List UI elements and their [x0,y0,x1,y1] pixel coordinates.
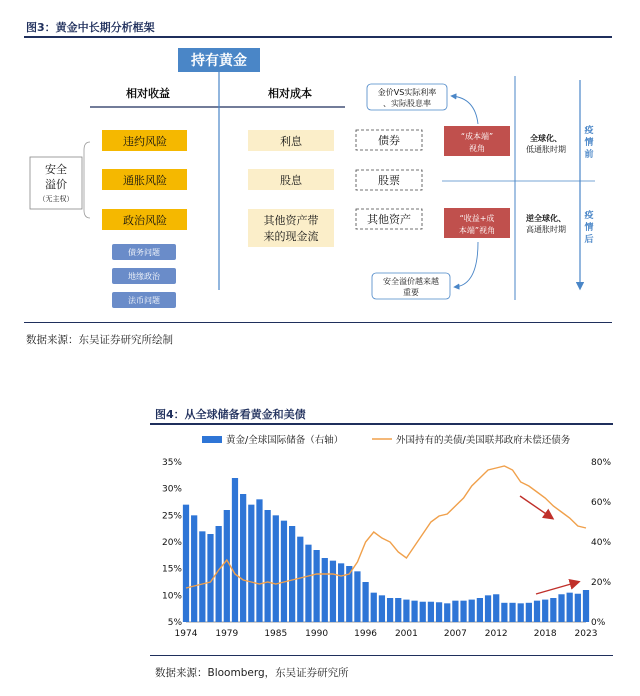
figure3-bottom-rule [24,322,612,323]
y-right-tick: 20% [591,578,612,588]
bar-2003 [420,602,426,622]
bar-1992 [330,561,336,622]
era2-line2: 高通胀时期 [526,225,566,234]
bar-2019 [550,598,556,622]
perspective-both-line2: 本端”视角 [458,226,496,235]
x-tick: 2001 [394,629,418,639]
asset-other-label: 其他资产 [367,213,411,226]
bar-2006 [444,603,450,622]
col-left-label: 相对收益 [126,87,170,100]
era2-line1: 逆全球化、 [526,214,566,223]
cost-interest-label: 利息 [280,135,302,148]
y-right-tick: 60% [591,498,612,508]
bar-1982 [248,505,254,622]
callout-bottom-line1: 安全溢价越来越 [383,277,439,286]
figure4-bottom-rule [150,655,613,656]
risk-political-label: 政治风险 [123,214,167,227]
bar-1986 [281,521,287,622]
y-left-tick: 25% [161,511,182,522]
pre-char2: 情 [584,138,594,148]
safe-premium-line1: 安全 [45,163,67,176]
bar-2015 [518,603,524,622]
bar-1997 [371,593,377,622]
bar-1998 [379,595,385,622]
bar-2000 [395,598,401,622]
callout-bottom-line2: 重要 [403,288,419,297]
bar-1993 [338,563,344,622]
callout-top-line1: 金价VS实际利率 [377,88,437,97]
post-char2: 情 [584,223,594,233]
main-box-label: 持有黄金 [191,53,247,69]
bar-2022 [575,594,581,622]
bar-1981 [240,494,246,622]
bar-2010 [477,598,483,622]
perspective-cost-line2: 视角 [469,144,485,153]
framework-diagram [0,0,640,330]
legend-bar-swatch [202,436,222,443]
post-char3: 后 [584,235,594,245]
x-tick: 2023 [574,629,598,639]
risk-inflation-label: 通胀风险 [123,174,167,187]
bar-2013 [501,603,507,622]
bar-1980 [232,478,238,622]
bar-2012 [493,594,499,622]
bar-2005 [436,602,442,622]
perspective-both-line1: “收益+成 [459,214,495,223]
bar-2021 [567,593,573,622]
bar-1975 [191,515,197,622]
bar-1995 [354,571,360,622]
y-right-tick: 80% [591,458,612,468]
era1-line2: 低通胀时期 [526,145,566,154]
legend-bar-label: 黄金/全球国际储备（右轴） [226,435,344,446]
era1-line1: 全球化、 [530,134,562,143]
y-left-tick: 15% [161,564,182,575]
pre-char3: 前 [584,150,594,160]
sub-fiat-label: 法币问题 [128,296,160,305]
cost-other-line1: 其他资产带 [263,214,319,227]
bar-1985 [273,515,279,622]
x-tick: 1985 [264,629,288,639]
x-tick: 1990 [305,629,329,639]
bar-2009 [469,600,475,622]
bar-2018 [542,600,548,622]
cost-dividend-label: 股息 [280,174,302,187]
figure4-title: 图4：从全球储备看黄金和美债 [155,408,306,421]
bar-1987 [289,526,295,622]
y-left-tick: 30% [161,484,182,495]
bar-1974 [183,505,189,622]
bar-1999 [387,598,393,622]
bar-1983 [256,499,262,622]
y-right-tick: 0% [591,618,606,628]
sub-debt-label: 债务问题 [128,248,160,257]
bar-1990 [313,550,319,622]
bar-2011 [485,595,491,622]
safe-premium-bracket [84,142,90,218]
pre-char1: 疫 [584,126,594,136]
safe-premium-line2: 溢价 [45,178,67,191]
sub-geopolitics-label: 地缘政治 [128,272,160,281]
col-right-label: 相对成本 [268,87,312,100]
asset-bonds-label: 债券 [378,134,400,147]
bar-2008 [460,601,466,622]
figure3-source: 数据来源：东吴证券研究所绘制 [26,334,173,346]
figure3-title: 图3：黄金中长期分析框架 [26,21,155,34]
safe-premium-note: （无主权） [38,195,74,203]
callout-top-line2: 、实际股息率 [383,99,431,108]
trend-arrow-up [536,582,578,594]
figure4-top-rule [150,423,613,425]
y-right-tick: 40% [591,538,612,548]
bar-1979 [224,510,230,622]
bar-2016 [526,603,532,622]
bar-1996 [362,582,368,622]
asset-stocks-label: 股票 [378,174,400,187]
risk-default-label: 违约风险 [123,135,167,148]
x-tick: 2012 [484,629,508,639]
x-tick: 2007 [443,629,467,639]
figure4-source: 数据来源：Bloomberg，东吴证券研究所 [155,667,349,679]
bar-2017 [534,601,540,622]
bar-1991 [322,558,328,622]
y-left-tick: 20% [161,538,182,548]
legend-line-label: 外国持有的美债/美国联邦政府未偿还债务 [396,435,571,446]
bar-1988 [297,537,303,622]
callout-top-arrow [452,96,478,124]
bar-1984 [265,510,271,622]
perspective-cost-line1: “成本端” [460,132,494,141]
y-left-tick: 35% [161,458,182,468]
bar-2001 [403,600,409,622]
x-tick: 1974 [174,629,198,639]
post-char1: 疫 [584,211,594,221]
gold-treasury-chart [150,426,614,654]
bar-2002 [411,601,417,622]
bar-2007 [452,601,458,622]
y-left-tick: 10% [161,591,182,602]
callout-bottom-arrow [455,242,478,287]
x-tick: 1979 [215,629,239,639]
bar-2014 [509,603,515,622]
bar-1976 [199,531,205,622]
cost-other-line2: 来的现金流 [263,230,319,243]
x-tick: 1996 [354,629,378,639]
x-tick: 2018 [533,629,557,639]
bar-2023 [583,590,589,622]
bar-2004 [428,602,434,622]
bar-1989 [305,545,311,622]
bar-2020 [558,594,564,622]
y-left-tick: 5% [167,618,182,628]
